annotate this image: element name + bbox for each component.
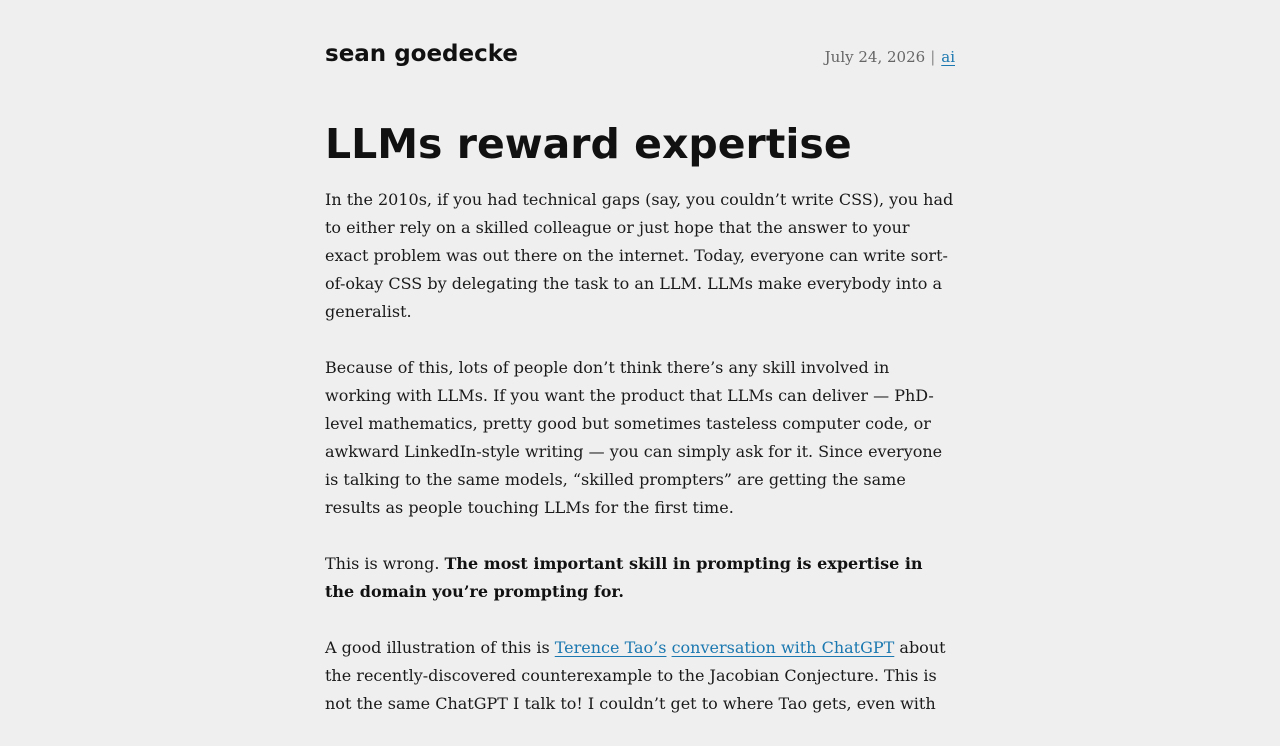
paragraph-2: Because of this, lots of people don’t think there’s any skill involved in working with LLMs. If you want the product that LLMs can deliver — PhD-level mathematics, pretty good but sometimes tasteless computer code, or awkward LinkedIn-style writing — you can simply ask for it. Since everyone is talking to the same models, “skilled prompters” are getting the same results as people touching LLMs for the first time. [325, 358, 943, 517]
chatgpt-conversation-link[interactable]: conversation with ChatGPT [671, 638, 895, 657]
paragraph-3 [325, 550, 955, 606]
paragraph-4-intro: A good illustration of this is [325, 638, 555, 657]
page-wrapper [325, 0, 955, 713]
paragraph-3-emphasis: The most important skill in prompting is expertise in the domain you’re prompting for. [325, 554, 923, 601]
paragraph-4 [325, 634, 955, 718]
post-date: July 24, 2026 [824, 48, 926, 66]
paragraph-1: In the 2010s, if you had technical gaps (say, you couldn’t write CSS), you had to either rely on a skilled colleague or just hope that the answer to your exact problem was out there on the internet. Today, everyone can write sort-of-okay CSS by delegating the task to an LLM. LLMs make everybody into a generalist. [325, 190, 954, 321]
site-title-link[interactable]: sean goedecke [325, 41, 519, 67]
tag-link-ai[interactable]: ai [941, 48, 955, 66]
post-meta [825, 47, 955, 67]
paragraph-4-rest: about the recently-discovered counterexample to the Jacobian Conjecture. This is not the same ChatGPT I talk to! I couldn’t get to where Tao gets, even with [325, 638, 946, 713]
post-title: LLMs reward expertise [325, 120, 852, 168]
post-content [325, 186, 955, 746]
terence-tao-link[interactable]: Terence Tao’s [554, 638, 667, 657]
meta-separator: | [930, 48, 936, 66]
paragraph-3-intro: This is wrong. [325, 554, 445, 573]
site-header [325, 0, 955, 90]
